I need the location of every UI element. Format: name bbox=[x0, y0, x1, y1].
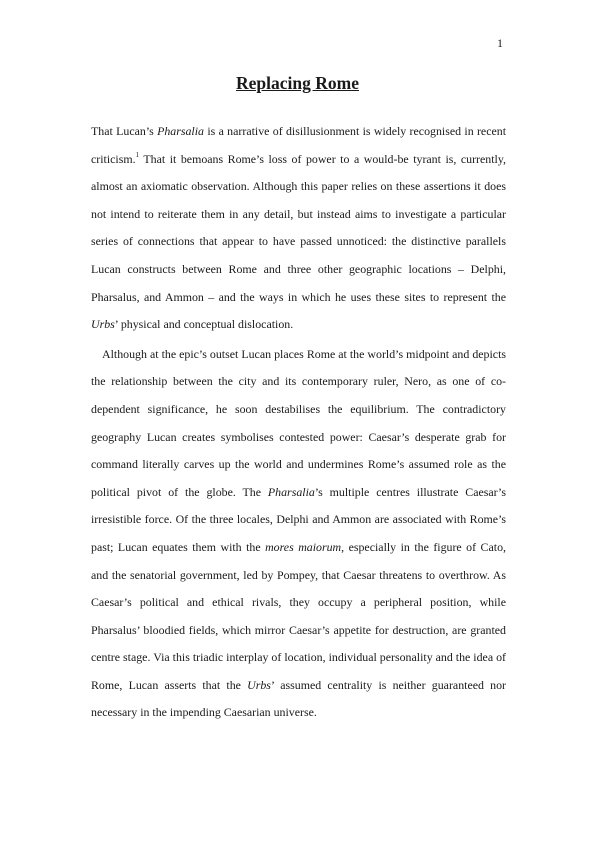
text-run: , especially in the figure of Cato, and the senatorial government, led by Pompey, that Caesar threatens to overthrow. As Caesar’s political and ethical rivals, they occupy a peripheral position, while Pharsalus’ bloodied fields, which mirror Caesar’s appetite for destruction, are granted centre stage. Via this triadic interplay of location, individual personality and the idea of Rome, Lucan asserts that the bbox=[91, 539, 506, 692]
text-run: ’s multiple centres illustrate Caesar’s irresistible force. Of the three locales, Delphi and Ammon are associated with Rome’s past; Lucan equates them with the bbox=[91, 484, 506, 554]
italic-text: Urbs bbox=[91, 317, 115, 332]
italic-text: Pharsalia bbox=[267, 484, 315, 499]
text-run: That it bemoans Rome’s loss of power to a would-be tyrant is, currently, almost an axiomatic observation. Although this paper relies on these assertions it does not intend to reiterate them in any detail, but instead aims to investigate a particular series of connections that appear to have passed unnoticed: the distinctive parallels Lucan constructs between Rome and three other geographic locations – Delphi, Pharsalus, and Ammon – and the ways in which he uses these sites to represent the bbox=[91, 151, 506, 304]
italic-text: mores maiorum bbox=[265, 539, 342, 554]
text-run: Although at the epic’s outset Lucan places Rome at the world’s midpoint and depicts the relationship between the city and its contemporary ruler, Nero, as one of co-dependent significance, he soon destabilises the equilibrium. The contradictory geography Lucan creates symbolises contested power: Caesar’s desperate grab for command literally carves up the world and undermines Rome’s assumed role as the political pivot of the globe. The bbox=[91, 346, 506, 499]
paper-title: Replacing Rome bbox=[236, 73, 359, 93]
text-run: ’ physical and conceptual dislocation. bbox=[114, 317, 294, 332]
text-run: ’ assumed centrality is neither guaranteed nor necessary in the impending Caesarian universe. bbox=[91, 677, 506, 720]
page-number: 1 bbox=[497, 36, 503, 50]
italic-text: Urbs bbox=[247, 677, 271, 692]
body-text bbox=[91, 118, 506, 729]
text-run: is a narrative of disillusionment is widely recognised in recent criticism. bbox=[91, 124, 506, 166]
paragraph-2 bbox=[91, 341, 506, 727]
italic-text: Pharsalia bbox=[157, 124, 204, 138]
text-run: That Lucan’s bbox=[91, 124, 158, 138]
footnote-marker: 1 bbox=[135, 150, 140, 159]
paragraph-1 bbox=[91, 118, 506, 339]
